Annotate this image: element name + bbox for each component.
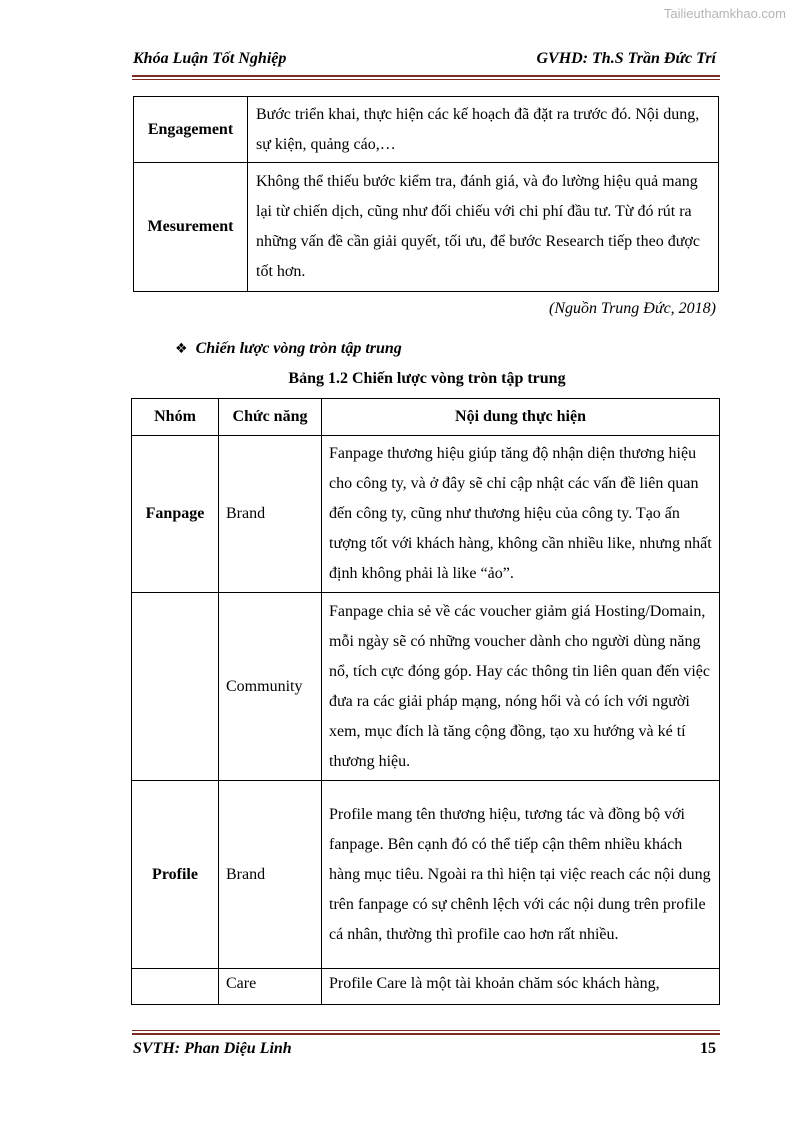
cell-group: Profile (132, 781, 219, 969)
source-citation: (Nguồn Trung Đức, 2018) (549, 300, 716, 317)
table-row (132, 969, 720, 1005)
cell-function: Community (219, 593, 322, 781)
header-content: Nội dung thực hiện (322, 399, 720, 436)
cell-function: Brand (219, 436, 322, 593)
table-header-row (132, 399, 720, 436)
table-row (134, 97, 719, 163)
diamond-bullet-icon: ❖ (175, 341, 188, 357)
cell-content: Fanpage thương hiệu giúp tăng độ nhận diện thương hiệu cho công ty, và ở đây sẽ chỉ cập nhật các vấn đề liên quan đến công ty, cũng như thương hiệu của công ty. Tạo ấn tượng tốt với khách hàng, không cần nhiều like, nhưng nhất định không phải là like “ảo”. (322, 436, 720, 593)
cell-function: Brand (219, 781, 322, 969)
cell-function: Care (219, 969, 322, 1005)
row-text: Không thể thiếu bước kiểm tra, đánh giá, và đo lường hiệu quả mang lại từ chiến dịch, cũng như đối chiếu với chi phí đầu tư. Từ đó rút ra những vấn đề cần giải quyết, tối ưu, để bước Research tiếp theo được tốt hơn. (248, 163, 719, 292)
page-number: 15 (700, 1040, 716, 1057)
cell-content: Profile Care là một tài khoản chăm sóc khách hàng, (322, 969, 720, 1005)
header-divider (132, 75, 720, 77)
table-caption: Bảng 1.2 Chiến lược vòng tròn tập trung (288, 370, 566, 387)
cell-group (132, 593, 219, 781)
stages-table (133, 96, 719, 292)
strategy-table (131, 398, 720, 1005)
table-row (132, 436, 720, 593)
row-text: Bước triển khai, thực hiện các kế hoạch đã đặt ra trước đó. Nội dung, sự kiện, quảng cáo,… (248, 97, 719, 163)
header-divider-thin (132, 79, 720, 80)
cell-content: Profile mang tên thương hiệu, tương tác và đồng bộ với fanpage. Bên cạnh đó có thể tiếp cận thêm nhiều khách hàng mục tiêu. Ngoài ra thì hiện tại việc reach các nội dung trên fanpage có sự chênh lệch với các nội dung trên profile cá nhân, thường thì profile cao hơn rất nhiều. (322, 781, 720, 969)
table-row (134, 163, 719, 292)
header-function: Chức năng (219, 399, 322, 436)
footer-divider (132, 1033, 720, 1035)
table-row (132, 781, 720, 969)
section-heading: Chiến lược vòng tròn tập trung (195, 340, 402, 357)
watermark: Tailieuthamkhao.com (663, 6, 786, 21)
section-bullet (175, 340, 402, 358)
footer-student: SVTH: Phan Diệu Linh (133, 1040, 292, 1057)
header-title: Khóa Luận Tốt Nghiệp (133, 50, 287, 67)
cell-content: Fanpage chia sẻ về các voucher giảm giá Hosting/Domain, mỗi ngày sẽ có những voucher dành cho người dùng năng nổ, tích cực đóng góp. Hay các thông tin liên quan đến việc đưa ra các giải pháp mạng, nóng hổi và có ích với người xem, mục đích là tăng cộng đồng, tạo xu hướng và ké tí thương hiệu. (322, 593, 720, 781)
row-key: Mesurement (134, 163, 248, 292)
table-row (132, 593, 720, 781)
cell-group: Fanpage (132, 436, 219, 593)
footer-divider-thin (132, 1030, 720, 1031)
row-key: Engagement (134, 97, 248, 163)
header-group: Nhóm (132, 399, 219, 436)
cell-group (132, 969, 219, 1005)
header-advisor: GVHD: Th.S Trần Đức Trí (536, 50, 716, 67)
